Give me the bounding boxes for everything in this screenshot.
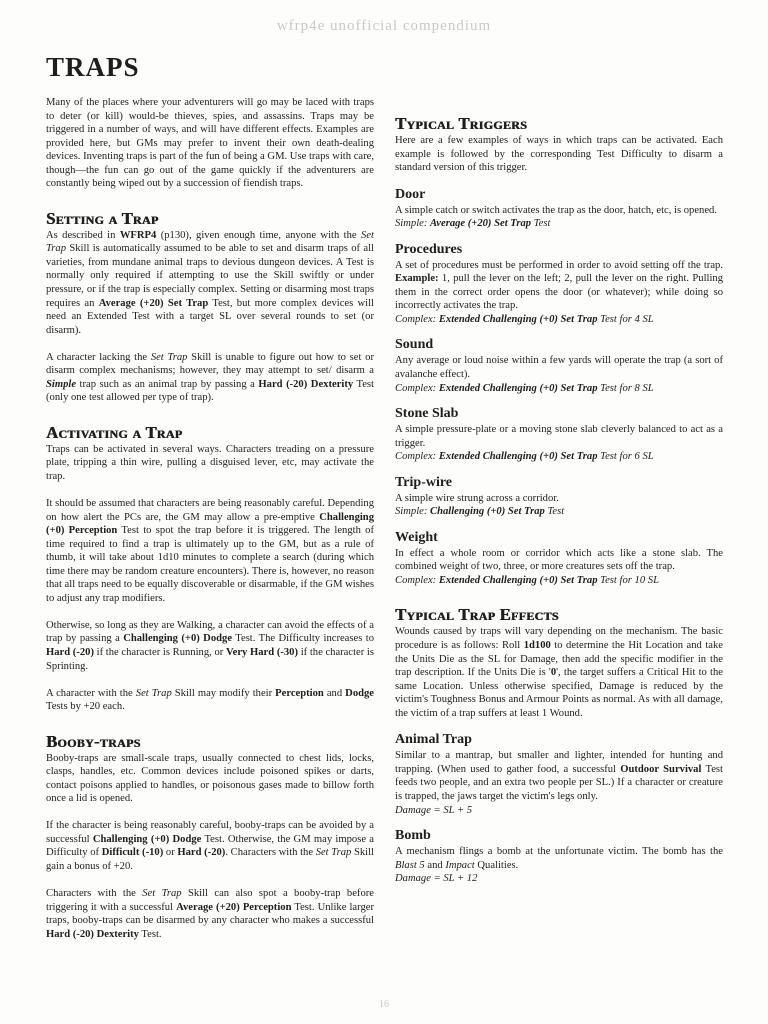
effect-desc-animal-trap: Similar to a mantrap, but smaller and lighter, intended for hunting and trapping. (When used to gather food, a successful Outdoor Survival Test feeds two people, and an extra two people per SL.) If a character or creature is trapped, the jaws target the victim's legs only. bbox=[395, 750, 723, 802]
triggers-intro: Here are a few examples of ways in which traps can be activated. Each example is followed by the corresponding Test Difficulty to disarm a standard version of this trigger. bbox=[395, 135, 723, 174]
trigger-test-procedures: Complex: Extended Challenging (+0) Set Trap Test for 4 SL bbox=[395, 313, 654, 325]
trigger-test-sound: Complex: Extended Challenging (+0) Set Trap Test for 8 SL bbox=[395, 382, 654, 394]
activating-paragraph-3: Otherwise, so long as they are Walking, a character can avoid the effects of a trap by passing a Challenging (+0) Dodge Test. The Difficulty increases to Hard (-20) if the character is Running, or Very Hard (-30) if the character is Sprinting. bbox=[46, 619, 374, 672]
effect-name-animal-trap: Animal Trap bbox=[395, 732, 472, 748]
effect-damage-bomb: Damage = SL + 12 bbox=[395, 873, 478, 885]
triggers-heading: Typical Triggers bbox=[395, 114, 527, 133]
activating-paragraph-1: Traps can be activated in several ways. Characters treading on a pressure plate, tripping a thin wire, pulling a disguised lever, etc, may activate the trap. bbox=[46, 443, 374, 482]
effect-damage-animal-trap: Damage = SL + 5 bbox=[395, 804, 473, 816]
setting-paragraph-1: As described in WFRP4 (p130), given enough time, anyone with the Set Trap Skill is automatically assumed to be able to set and disarm traps of all varieties, from mundane animal traps to devious dungeon devices. A Test is normally only required if attempting to use the Skill swiftly or under pressure, or if the trap is especially complex. Setting or disarming most traps requires an Average (+20) Set Trap Test, but more complex devices will need an Extended Test with a target SL over several rounds to set (or disarm). bbox=[46, 229, 375, 336]
trigger-name-weight: Weight bbox=[395, 529, 438, 545]
left-column bbox=[46, 52, 374, 941]
trigger-test-door: Simple: Average (+20) Set Trap Test bbox=[395, 218, 551, 230]
effect-name-bomb: Bomb bbox=[395, 828, 431, 844]
effect-desc-bomb: A mechanism flings a bomb at the unfortunate victim. The bomb has the Blast 5 and Impact Qualities. bbox=[395, 846, 723, 871]
trigger-test-stone-slab: Complex: Extended Challenging (+0) Set Trap Test for 6 SL bbox=[395, 451, 654, 463]
trigger-name-stone-slab: Stone Slab bbox=[395, 406, 459, 422]
page-title: TRAPS bbox=[46, 52, 140, 82]
trigger-desc-door: A simple catch or switch activates the trap as the door, hatch, etc, is opened. bbox=[395, 204, 717, 216]
activating-paragraph-4: A character with the Set Trap Skill may modify their Perception and Dodge Tests by +20 each. bbox=[46, 687, 375, 713]
trigger-desc-weight: In effect a whole room or corridor which acts like a stone slab. The combined weight of two, three, or more creatures sets off the trap. bbox=[395, 547, 723, 573]
trigger-desc-stone-slab: A simple pressure-plate or a moving stone slab cleverly balanced to act as a trigger. bbox=[395, 424, 723, 449]
intro-paragraph: Many of the places where your adventurers will go may be laced with traps to deter (or kill) would-be thieves, spies, and assassins. Traps may be triggered in a number of ways, and will have different effects. Examples are provided here, but GMs may prefer to invent their own death-dealing devices. Inventing traps is part of the fun of being a GM. Use traps with care, though—the fun can go out of the game quickly if the adventurers are constantly being wiped out by a succession of fiendish traps. bbox=[46, 97, 374, 190]
trigger-desc-trip-wire: A simple wire strung across a corridor. bbox=[395, 492, 559, 504]
page-number: 16 bbox=[379, 999, 389, 1010]
trigger-name-trip-wire: Trip-wire bbox=[395, 474, 453, 490]
running-header: wfrp4e unofficial compendium bbox=[276, 18, 492, 34]
booby-traps-heading: Booby-traps bbox=[46, 731, 141, 751]
trigger-name-door: Door bbox=[395, 186, 426, 202]
trigger-test-weight: Complex: Extended Challenging (+0) Set Trap Test for 10 SL bbox=[395, 574, 659, 586]
booby-paragraph-1: Booby-traps are small-scale traps, usually connected to chest lids, locks, clasps, handles, etc. Common devices include poisoned spikes or darts, contact poisons applied to handles, or poisonous gases made to billow forth once a lid is opened. bbox=[46, 752, 374, 805]
trigger-desc-sound: Any average or loud noise within a few yards will operate the trap (a sort of avalanche effect). bbox=[395, 355, 723, 381]
effects-heading: Typical Trap Effects bbox=[395, 605, 559, 625]
trigger-desc-procedures: A set of procedures must be performed in order to avoid setting off the trap. Example: 1, pull the lever on the left; 2, pull the lever on the right. Pulling them in the correct order opens the door (or whatever); while doing so incorrectly activates the trap. bbox=[395, 259, 723, 312]
booby-paragraph-2: If the character is being reasonably careful, booby-traps can be avoided by a successful Challenging (+0) Dodge Test. Otherwise, the GM may impose a Difficulty of Difficult (-10) or Hard (-20). Characters with the Set Trap Skill gain a bonus of +20. bbox=[46, 820, 374, 873]
activating-heading: Activating a Trap bbox=[46, 422, 183, 442]
trigger-test-trip-wire: Simple: Challenging (+0) Set Trap Test bbox=[395, 506, 565, 518]
right-column bbox=[395, 53, 723, 886]
activating-paragraph-2: It should be assumed that characters are being reasonably careful. Depending on how alert the PCs are, the GM may allow a pre-emptive Challenging (+0) Perception Test to spot the trap before it is triggered. The length of time required to find a trap is ultimately up to the GM, but as a rule of thumb, it will take about 1d10 minutes to complete a search (during which time there may be random creature encounters). There is, however, no reason that all traps need to be equally discoverable or disarmable, if the GM wishes to adjust any trap modifiers. bbox=[46, 498, 374, 604]
setting-paragraph-2: A character lacking the Set Trap Skill is unable to figure out how to set or disarm complex mechanisms; however, they may attempt to set/ disarm a Simple trap such as an animal trap by passing a Hard (-20) Dexterity Test (only one test allowed per type of trap). bbox=[46, 351, 374, 404]
trigger-name-procedures: Procedures bbox=[395, 241, 463, 257]
trigger-name-sound: Sound bbox=[395, 337, 434, 353]
booby-paragraph-3-start: Characters with the Set Trap Skill can also spot a booby-trap before triggering it with a successful Average (+20) Perception Test. Unlike larger traps, booby-traps can be disarmed by any character who makes a successful Hard (-20) Dexterity Test. bbox=[46, 888, 374, 940]
setting-heading: Setting a Trap bbox=[46, 208, 159, 228]
effects-paragraph: Wounds caused by traps will vary depending on the mechanism. The basic procedure is as follows: Roll 1d100 to determine the Hit Location and take the Units Die as the SL for Damage, then add the specific modifier in the trap description. If the Units Die is '0', the target suffers a Critical Hit to the same Location. Unless otherwise specified, Damage is reduced by the victim's Toughness Bonus and Armour Points as normal. As with all damage, the victim of a trap suffers at least 1 Wound. bbox=[395, 626, 723, 719]
